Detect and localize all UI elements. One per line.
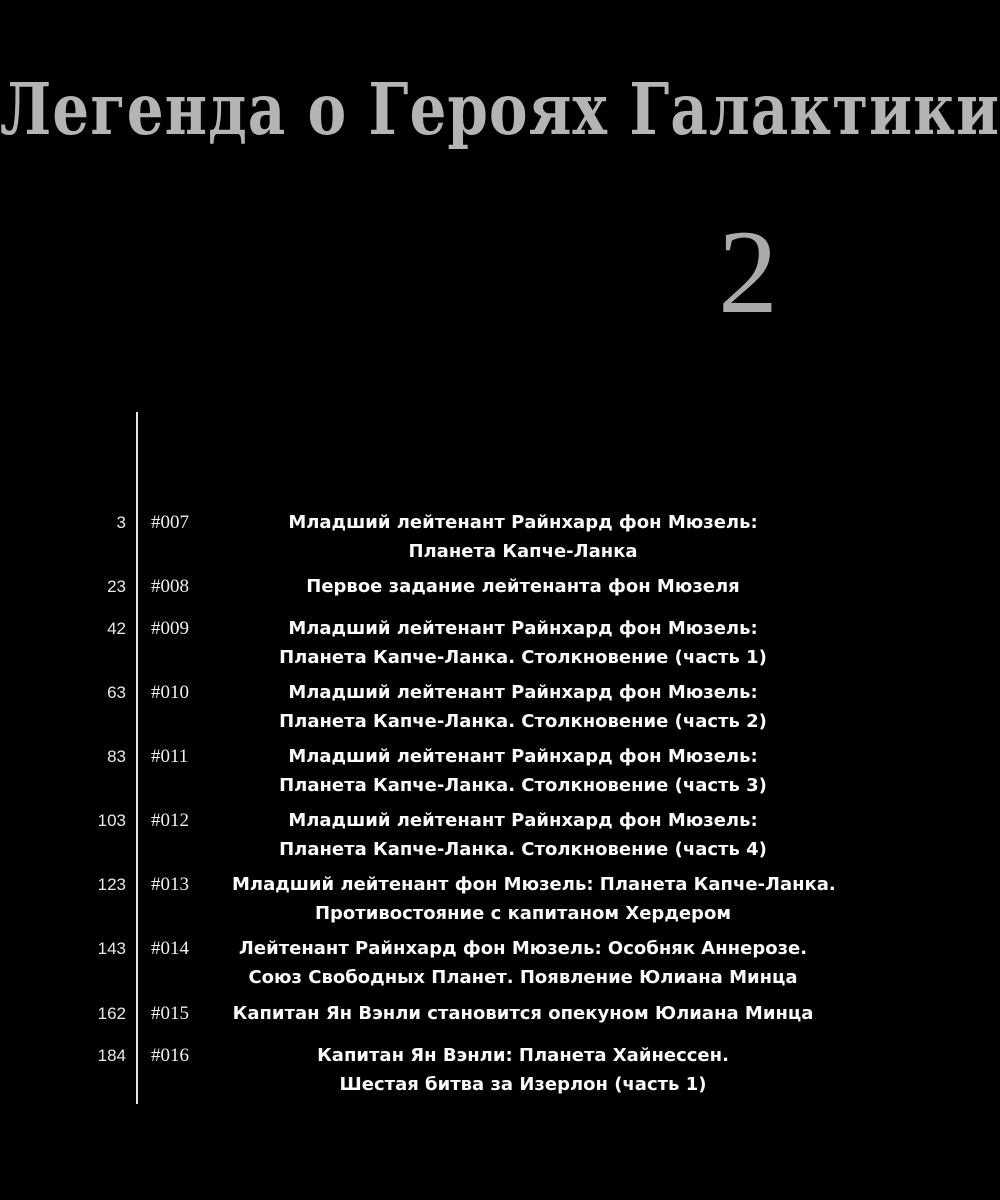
toc-title-line-2: Планета Капче-Ланка. Столкновение (часть 4)	[279, 839, 767, 860]
toc-chapter-title	[232, 572, 814, 601]
toc-chapter-number: #012	[151, 810, 189, 831]
toc-title-line-2: Планета Капче-Ланка. Столкновение (часть 2)	[279, 711, 767, 732]
toc-page-number: 123	[97, 875, 126, 894]
toc-title-line-2: Планета Капче-Ланка. Столкновение (часть 3)	[279, 775, 767, 796]
toc-chapter-number: #007	[151, 512, 189, 533]
toc-chapter-title	[232, 678, 814, 736]
toc-page-number: 83	[107, 747, 126, 766]
toc-page-number: 23	[107, 577, 126, 596]
toc-chapter-number: #013	[151, 874, 189, 895]
toc-title-line-1: Младший лейтенант Райнхард фон Мюзель:	[288, 682, 758, 703]
toc-chapter-title	[232, 1041, 814, 1099]
toc-chapter-title	[232, 742, 814, 800]
volume-number: 2	[718, 205, 778, 338]
toc-title-line-1: Капитан Ян Вэнли становится опекуном Юлиана Минца	[232, 1003, 814, 1024]
toc-page-number: 162	[97, 1004, 126, 1023]
toc-page-number: 63	[107, 683, 126, 702]
toc-page-number: 3	[116, 513, 126, 532]
toc-chapter-title	[232, 934, 814, 992]
toc-chapter-title	[232, 806, 814, 864]
toc-title-line-2: Планета Капче-Ланка. Столкновение (часть 1)	[279, 647, 767, 668]
toc-page-number: 143	[97, 939, 126, 958]
toc-title-line-1: Младший лейтенант фон Мюзель: Планета Капче-Ланка.	[232, 874, 836, 895]
toc-chapter-title	[232, 508, 814, 566]
toc-chapter-number: #010	[151, 682, 189, 703]
toc-chapter-title	[232, 870, 836, 928]
toc-title-line-2: Противостояние с капитаном Хердером	[314, 903, 732, 924]
series-title: Легенда о Героях Галактики	[0, 68, 1000, 151]
toc-chapter-number: #008	[151, 576, 189, 597]
toc-chapter-number: #014	[151, 938, 189, 959]
vertical-divider	[136, 412, 138, 1104]
toc-chapter-number: #015	[151, 1003, 189, 1024]
toc-chapter-title	[232, 999, 814, 1028]
toc-chapter-title	[232, 614, 814, 672]
toc-title-line-1: Первое задание лейтенанта фон Мюзеля	[306, 576, 740, 597]
toc-title-line-1: Лейтенант Райнхард фон Мюзель: Особняк Аннерозе.	[238, 938, 808, 959]
toc-title-line-2: Шестая битва за Изерлон (часть 1)	[339, 1074, 707, 1095]
toc-chapter-number: #011	[151, 746, 189, 767]
toc-title-line-2: Союз Свободных Планет. Появление Юлиана Минца	[248, 967, 798, 988]
toc-page-number: 42	[107, 619, 126, 638]
toc-chapter-number: #009	[151, 618, 189, 639]
toc-page-number: 103	[97, 811, 126, 830]
toc-chapter-number: #016	[151, 1045, 189, 1066]
toc-title-line-1: Младший лейтенант Райнхард фон Мюзель:	[288, 618, 758, 639]
toc-title-line-1: Капитан Ян Вэнли: Планета Хайнессен.	[317, 1045, 729, 1066]
toc-page-number: 184	[97, 1046, 126, 1065]
toc-title-line-1: Младший лейтенант Райнхард фон Мюзель:	[288, 810, 758, 831]
toc-title-line-2: Планета Капче-Ланка	[408, 541, 638, 562]
toc-title-line-1: Младший лейтенант Райнхард фон Мюзель:	[288, 512, 758, 533]
toc-title-line-1: Младший лейтенант Райнхард фон Мюзель:	[288, 746, 758, 767]
